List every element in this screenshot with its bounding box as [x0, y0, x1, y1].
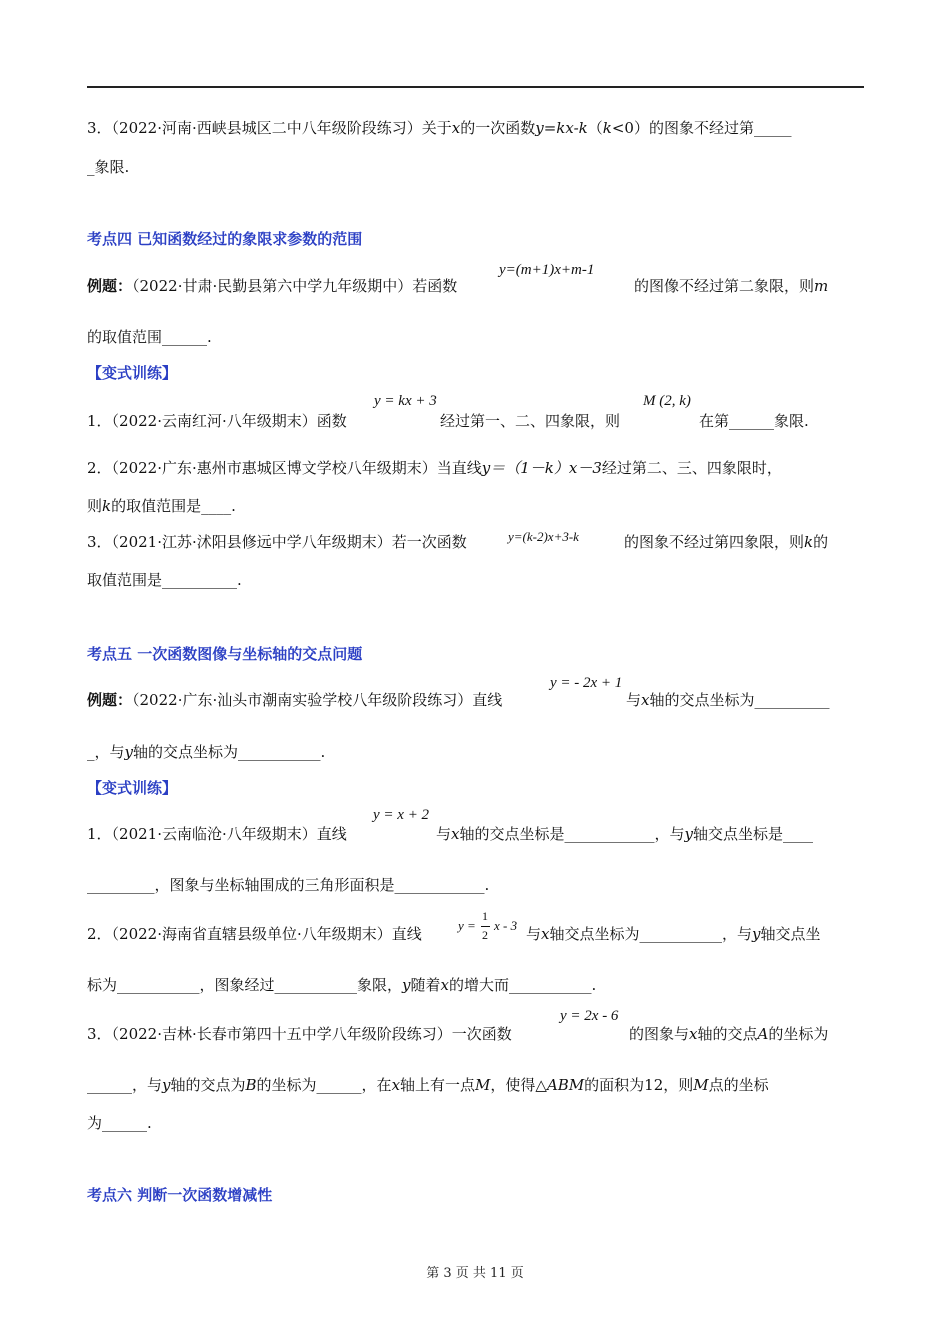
variable-y: y: [124, 743, 133, 761]
point-b: B: [245, 1076, 257, 1094]
practice-heading-1: 【变式训练】: [87, 364, 178, 382]
p1-q2-line2: [87, 496, 236, 516]
p2-q1-line1: [87, 824, 347, 844]
formula-p2-q3: y = 2x - 6: [560, 1008, 619, 1024]
variable-x: x: [391, 1076, 401, 1094]
text: 的图象与: [629, 1025, 690, 1043]
formula-example-4: y=(m+1)x+m-1: [499, 262, 595, 278]
example-text: （2022·甘肃·民勤县第六中学九年级期中）若函数: [132, 277, 458, 295]
variable-k: k: [102, 497, 112, 515]
p1-q3-end: [624, 532, 828, 552]
text: 的坐标为______，在: [256, 1076, 392, 1094]
p1-q2-line1: [87, 458, 782, 478]
example-4-after: [634, 276, 828, 296]
text: 随着: [410, 976, 441, 994]
question-number: 1．: [87, 412, 112, 430]
page-footer: 第 3 页 共 11 页: [426, 1266, 524, 1281]
function-expression: y＝（1－k）x－3: [481, 459, 602, 477]
p1-q3-line2: 取值范围是__________.: [87, 571, 242, 589]
question-3-line2: _象限.: [87, 158, 130, 176]
text: 标为___________，图象经过___________象限，: [87, 976, 403, 994]
question-text: 的取值范围是____.: [111, 497, 236, 515]
p2-q2-line2: [87, 975, 596, 995]
question-number: 3．: [87, 533, 112, 551]
question-source: （2022·广东·惠州市惠城区博文学校八年级期末）当直线: [111, 459, 482, 477]
p1-q1-line: [87, 411, 347, 431]
variable-x: x: [541, 925, 550, 943]
question-text: 的图象不经过第四象限，则: [624, 533, 805, 551]
formula-p2-q2-lhs: y =: [458, 918, 476, 933]
answer-blank: _____: [753, 119, 792, 137]
text: ，使得: [490, 1076, 536, 1094]
text: 轴的交点为: [170, 1076, 246, 1094]
p2-q2-after: [526, 924, 821, 944]
example-5-line1: [87, 690, 502, 710]
text: 的增大而___________.: [448, 976, 597, 994]
p2-q3-after: [629, 1024, 828, 1044]
section-heading-6: 考点六 判断一次函数增减性: [87, 1186, 273, 1204]
formula-example-5: y = - 2x + 1: [550, 675, 623, 691]
question-text: 轴的交点坐标为___________.: [133, 743, 326, 761]
variable-m: m: [814, 277, 829, 295]
question-source: （2022·河南·西峡县城区二中八年级阶段练习）关于: [111, 119, 452, 137]
variable-y: y: [752, 925, 761, 943]
p1-q1-end: 在第______象限.: [699, 412, 809, 430]
example-5-after: [626, 690, 830, 710]
p1-q1-mid: 经过第一、二、四象限，则: [440, 412, 621, 430]
question-text: 的一次函数: [460, 119, 536, 137]
triangle-abm: △ABM: [535, 1076, 585, 1094]
text: 则: [87, 497, 103, 515]
question-text: 轴交点坐: [760, 925, 821, 943]
example-4-line1: [87, 276, 457, 296]
text: 与: [436, 825, 452, 843]
variable-k: k: [804, 533, 814, 551]
header-rule: [87, 86, 864, 88]
text: ______，与: [87, 1076, 163, 1094]
variable-k: k: [602, 119, 612, 137]
example-label: 例题：: [87, 691, 133, 709]
p2-q1-line2: _________，图象与坐标轴围成的三角形面积是____________.: [87, 876, 490, 894]
question-text: 轴的交点坐标是____________，与: [459, 825, 685, 843]
example-5-line2: [87, 742, 325, 762]
question-number: 2．: [87, 459, 112, 477]
example-4-line2: 的取值范围______.: [87, 328, 212, 346]
text: 轴的交点: [697, 1025, 758, 1043]
fraction-denominator: 2: [482, 928, 488, 942]
example-text-after: 的图像不经过第二象限，则: [634, 277, 815, 295]
question-text: 轴交点坐标是____: [692, 825, 813, 843]
fraction-numerator: 1: [482, 909, 488, 923]
variable-x: x: [689, 1025, 698, 1043]
question-number: 2．: [87, 925, 112, 943]
text: 的面积为12，则: [584, 1076, 694, 1094]
variable-x: x: [440, 976, 449, 994]
question-source: （2021·江苏·沭阳县修远中学八年级期末）若一次函数: [111, 533, 467, 551]
paren-open: （: [587, 119, 603, 137]
formula-p2-q1: y = x + 2: [373, 807, 430, 823]
question-source: （2022·吉林·长春市第四十五中学八年级阶段练习）一次函数: [111, 1025, 512, 1043]
question-number: 3．: [87, 119, 112, 137]
function-expression: y=kx-k: [535, 119, 588, 137]
text: 轴上有一点: [400, 1076, 476, 1094]
variable-x: x: [451, 825, 460, 843]
p2-q3-line3: 为______.: [87, 1114, 152, 1132]
question-source: （2022·海南省直辖县级单位·八年级期末）直线: [111, 925, 422, 943]
question-text: 的: [813, 533, 829, 551]
fraction-bar: [481, 926, 490, 927]
point-m: M: [693, 1076, 709, 1094]
question-text: 轴交点坐标为___________，与: [549, 925, 752, 943]
p2-q1-after: [436, 824, 813, 844]
point-a: A: [757, 1025, 769, 1043]
p2-q3-line2: [87, 1075, 769, 1095]
section-heading-4: 考点四 已知函数经过的象限求参数的范围: [87, 230, 363, 248]
question-3-line1: [87, 118, 791, 138]
formula-p2-q2-rhs: x - 3: [494, 918, 518, 933]
text: _，与: [87, 743, 125, 761]
question-number: 3．: [87, 1025, 112, 1043]
question-source: （2021·云南临沧·八年级期末）直线: [111, 825, 347, 843]
question-text: 轴的交点坐标为__________: [649, 691, 830, 709]
example-text: （2022·广东·汕头市潮南实验学校八年级阶段练习）直线: [132, 691, 503, 709]
question-number: 1．: [87, 825, 112, 843]
example-label: 例题：: [87, 277, 133, 295]
formula-p1-q1: y = kx + 3: [374, 393, 437, 409]
text: 与: [626, 691, 642, 709]
point-m: M (2, k): [643, 393, 691, 409]
p1-q3-line1: [87, 532, 467, 552]
text: 的坐标为: [768, 1025, 829, 1043]
formula-p1-q3: y=(k-2)x+3-k: [508, 529, 579, 544]
variable-y: y: [684, 825, 693, 843]
point-m: M: [475, 1076, 491, 1094]
question-text: 经过第二、三、四象限时，: [601, 459, 782, 477]
section-heading-5: 考点五 一次函数图像与坐标轴的交点问题: [87, 645, 363, 663]
question-condition: <0）的图象不经过第: [611, 119, 754, 137]
question-source: （2022·云南红河·八年级期末）函数: [111, 412, 347, 430]
variable-y: y: [162, 1076, 171, 1094]
p2-q3-line1: [87, 1024, 512, 1044]
practice-heading-2: 【变式训练】: [87, 779, 178, 797]
variable-y: y: [402, 976, 411, 994]
variable-x: x: [451, 119, 461, 137]
text: 点的坐标: [708, 1076, 769, 1094]
p2-q2-line1: [87, 924, 422, 944]
variable-x: x: [641, 691, 650, 709]
text: 与: [526, 925, 542, 943]
